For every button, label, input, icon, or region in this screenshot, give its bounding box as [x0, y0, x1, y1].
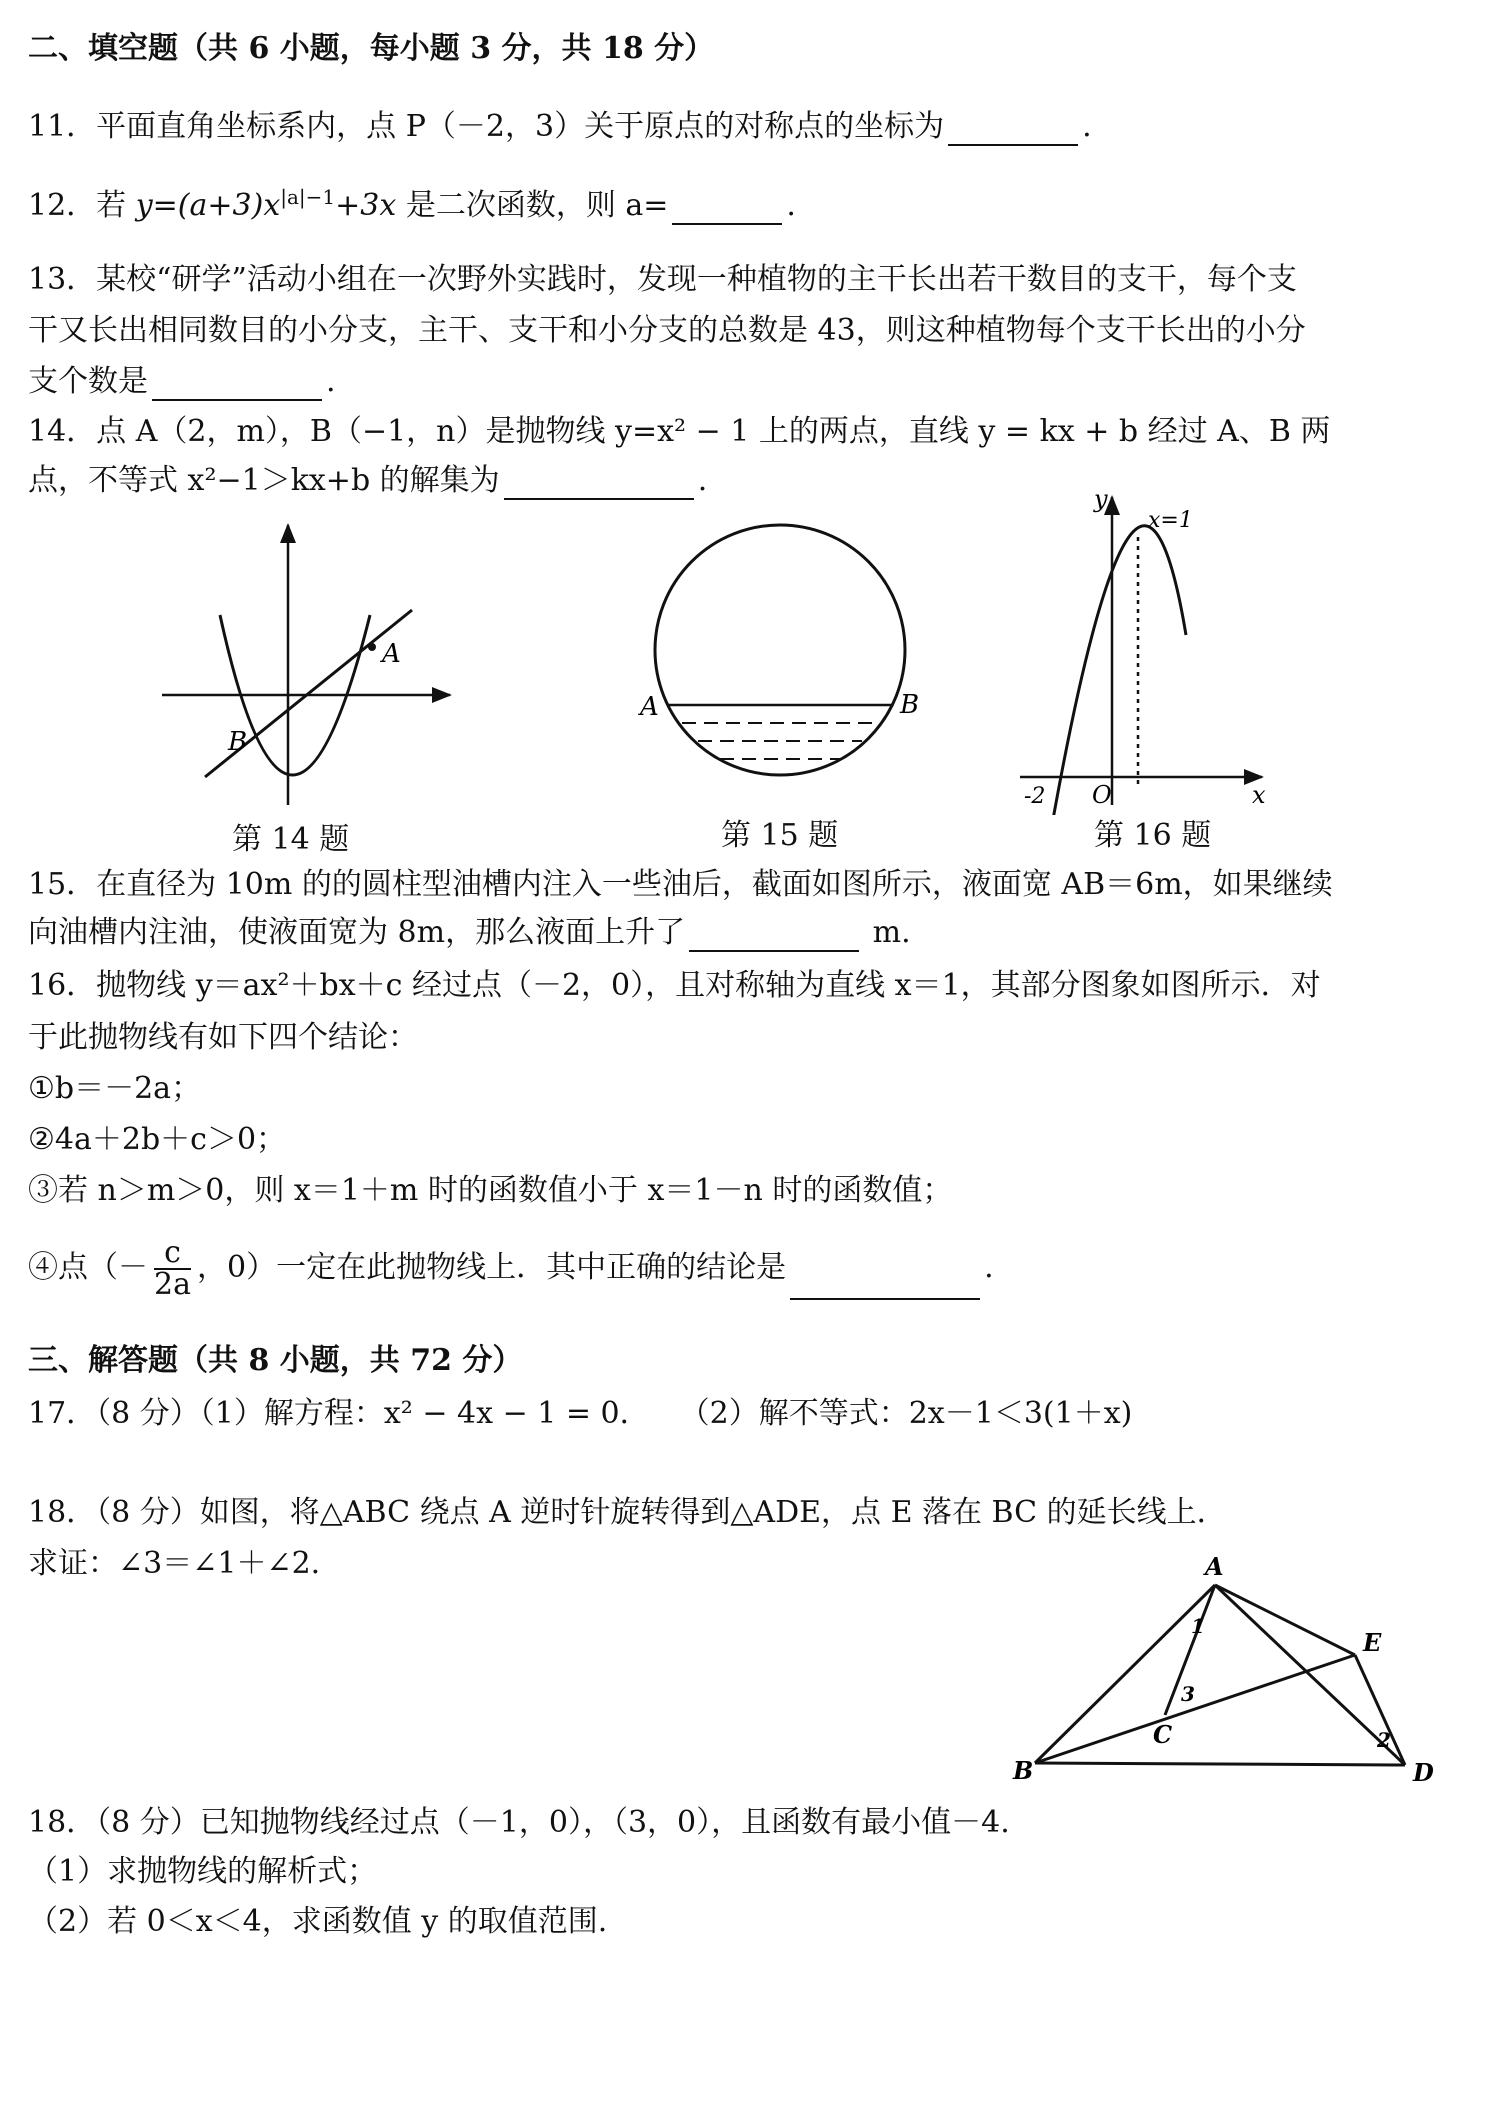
q13-line-2: 干又长出相同数目的小分支，主干、支干和小分支的总数是 43，则这种植物每个支干长出的小分: [28, 313, 1306, 348]
question-17: 17．（8 分）（1）解方程：x² − 4x − 1 = 0． （2）解不等式：2x－1＜3(1＋x): [28, 1396, 1133, 1431]
q18a-line-1: 18．（8 分）如图，将△ABC 绕点 A 逆时针旋转得到△ADE，点 E 落在 BC 的延长线上．: [28, 1495, 1227, 1530]
q13-answer-blank[interactable]: [152, 369, 322, 401]
fig16-label-y: y: [1094, 485, 1108, 513]
fig16-label-o: O: [1092, 781, 1112, 809]
q16-line-2: 于此抛物线有如下四个结论：: [28, 1020, 418, 1055]
q14-line-2: [28, 462, 707, 500]
fig15-circle: [655, 525, 905, 775]
caption-14: 第 14 题: [232, 822, 350, 857]
caption-16: 第 16 题: [1094, 818, 1212, 853]
question-11: [28, 108, 1092, 146]
q18b-line-3: （2）若 0＜x＜4，求函数值 y 的取值范围.: [28, 1904, 608, 1939]
q15-line-2: [28, 914, 911, 952]
q12-end: .: [786, 188, 796, 223]
q16-fraction-denominator: 2a: [154, 1267, 191, 1302]
fig14-point-a: [368, 643, 376, 651]
fig18-label-e: E: [1363, 1628, 1382, 1657]
figure-18: [1005, 1545, 1445, 1785]
q16-answer-blank[interactable]: [790, 1268, 980, 1300]
q14-line-1: 14．点 A（2，m），B（−1，n）是抛物线 y=x² − 1 上的两点，直线 y = kx + b 经过 A、B 两: [28, 414, 1331, 449]
q15-unit: m.: [872, 915, 911, 950]
fig18-angle-1: 1: [1191, 1614, 1205, 1638]
q16-end: .: [984, 1250, 994, 1285]
fig18-angle-3: 3: [1181, 1682, 1195, 1706]
q16-fraction-numerator: c: [154, 1238, 191, 1270]
fig18-label-c: C: [1153, 1720, 1173, 1749]
q11-end: .: [1082, 109, 1092, 144]
q13-line-1: 13．某校“研学”活动小组在一次野外实践时，发现一种植物的主干长出若干数目的支干，每个支: [28, 262, 1297, 297]
q16-conclusion-3: ③若 n＞m＞0，则 x＝1＋m 时的函数值小于 x＝1－n 时的函数值；: [28, 1173, 953, 1208]
q16-conclusion-2: ②4a＋2b＋c＞0；: [28, 1122, 287, 1157]
q16-fraction: [154, 1235, 191, 1302]
fig18-label-d: D: [1413, 1758, 1434, 1785]
fig16-parabola: [1052, 526, 1186, 815]
q15-text: 向油槽内注油，使液面宽为 8m，那么液面上升了: [28, 915, 686, 950]
fig14-label-b: B: [228, 727, 248, 757]
q12-exponent: |a|−1: [280, 185, 336, 209]
fig15-label-b: B: [900, 690, 920, 720]
q11-text: 11．平面直角坐标系内，点 P（－2，3）关于原点的对称点的坐标为: [28, 109, 945, 144]
fig18-angle-2: 2: [1377, 1728, 1391, 1752]
q12-expr2: +3x: [335, 188, 397, 223]
q15-line-1: 15．在直径为 10m 的的圆柱型油槽内注入一些油后，截面如图所示，液面宽 AB＝6m，如果继续: [28, 867, 1333, 902]
q13-text: 支个数是: [28, 364, 148, 399]
q16-line-1: 16．抛物线 y＝ax²＋bx＋c 经过点（－2，0），且对称轴为直线 x＝1，其部分图象如图所示．对: [28, 968, 1321, 1003]
q16-conclusion-1: ①b＝－2a；: [28, 1071, 202, 1106]
q12-expr: y=(a+3)x: [135, 188, 281, 223]
fig16-label-axis: x=1: [1148, 508, 1193, 533]
figure-16: [1010, 485, 1280, 815]
q13-end: .: [326, 364, 336, 399]
q14-answer-blank[interactable]: [504, 468, 694, 500]
section3-heading: 三、解答题（共 8 小题，共 72 分）: [28, 1343, 523, 1378]
fig18-side-ab: [1035, 1585, 1215, 1763]
section2-heading: 二、填空题（共 6 小题，每小题 3 分，共 18 分）: [28, 31, 715, 66]
figure-14: [150, 515, 470, 815]
question-12: [28, 187, 796, 225]
q16-c4-pre: ④点（－: [28, 1250, 148, 1285]
q16-conclusion-4: [28, 1235, 994, 1302]
q16-c4-post: ，0）一定在此抛物线上．其中正确的结论是: [196, 1250, 787, 1285]
fig18-side-ae: [1215, 1585, 1355, 1655]
q18b-line-1: 18．（8 分）已知抛物线经过点（－1，0），（3，0），且函数有最小值－4.: [28, 1805, 1010, 1840]
q14-text: 点，不等式 x²−1＞kx+b 的解集为: [28, 463, 500, 498]
q13-line-3: [28, 363, 336, 401]
q14-end: .: [697, 463, 708, 498]
fig18-label-a: A: [1205, 1552, 1224, 1581]
q12-answer-blank[interactable]: [672, 193, 782, 225]
q18a-line-2: 求证：∠3＝∠1＋∠2.: [28, 1546, 321, 1581]
fig18-label-b: B: [1013, 1756, 1034, 1785]
q12-post: 是二次函数，则 a=: [396, 188, 669, 223]
q15-answer-blank[interactable]: [689, 920, 859, 952]
fig16-label-x: x: [1252, 781, 1266, 809]
fig14-label-a: A: [382, 639, 401, 669]
fig18-side-bd: [1035, 1763, 1405, 1765]
fig16-label-minus-2: -2: [1024, 784, 1046, 809]
q12-pre: 12．若: [28, 188, 136, 223]
q11-answer-blank[interactable]: [948, 114, 1078, 146]
q18b-line-2: （1）求抛物线的解析式；: [28, 1854, 378, 1889]
figure-15: [630, 515, 930, 810]
fig15-label-a: A: [640, 692, 659, 722]
caption-15: 第 15 题: [721, 818, 839, 853]
